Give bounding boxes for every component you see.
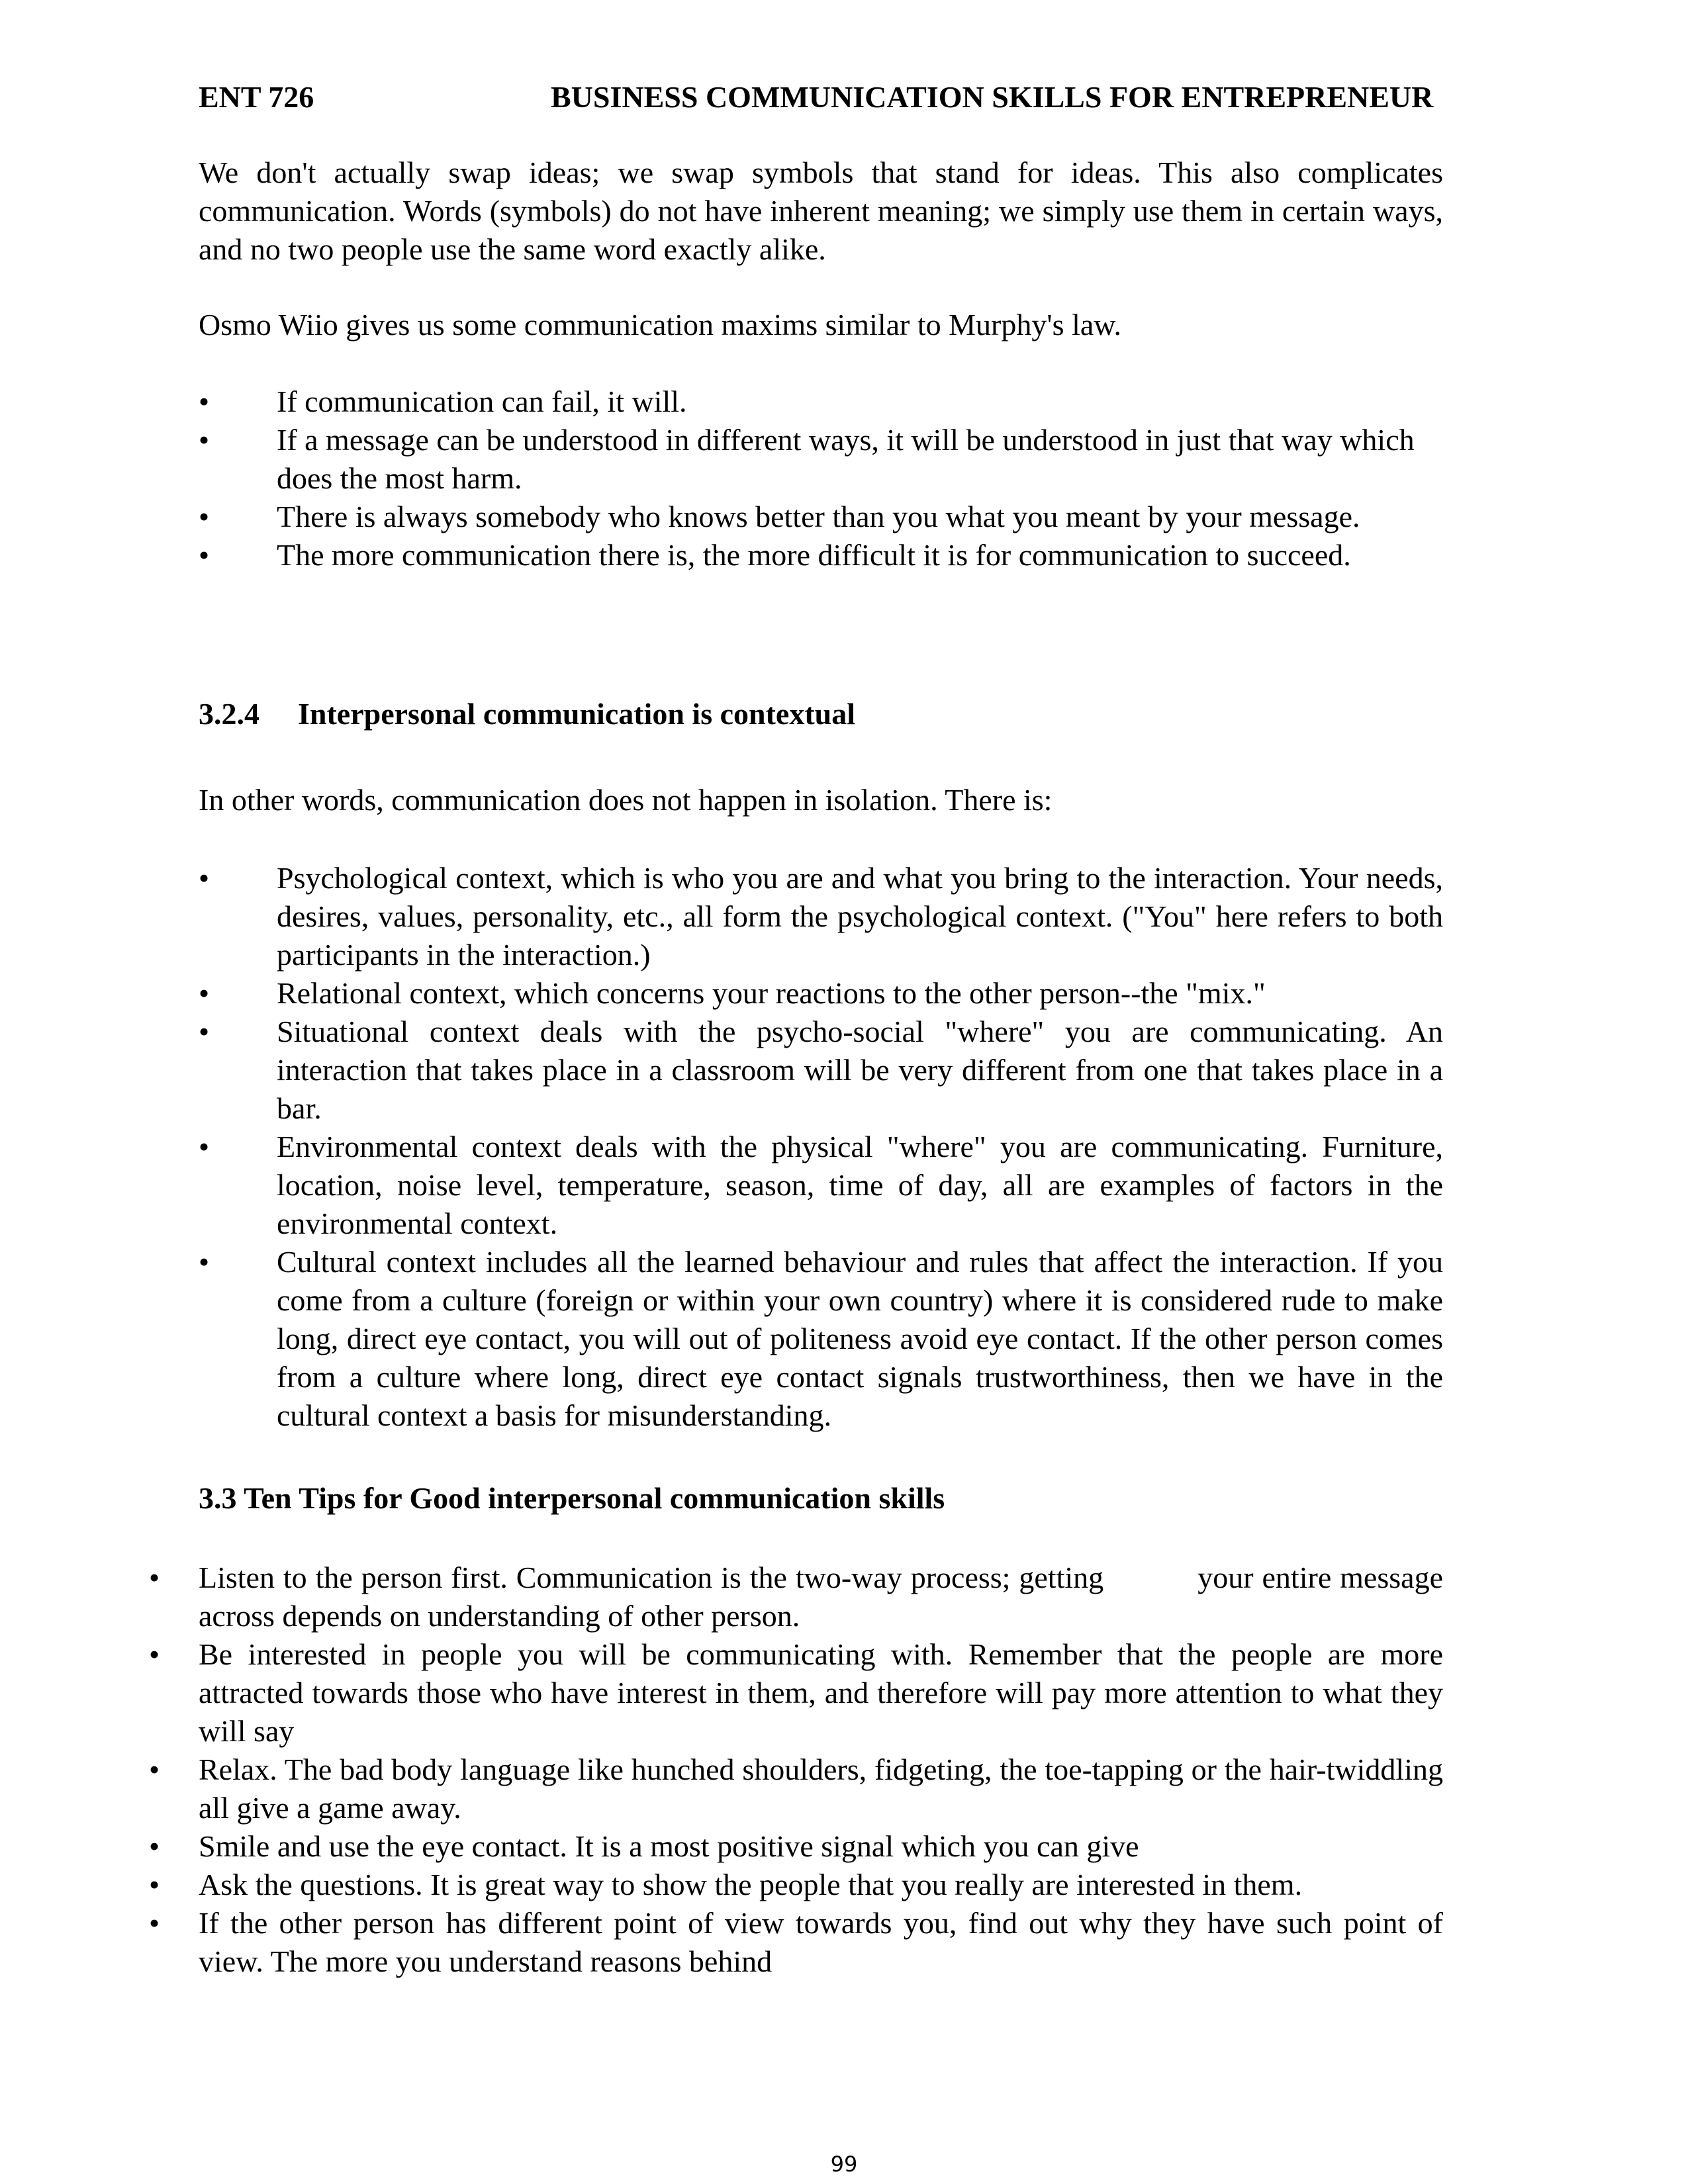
bullet-icon: •: [149, 1906, 160, 1940]
list-item: • Smile and use the eye contact. It is a most positive signal which you can give: [149, 1827, 1443, 1866]
course-code: ENT 726: [199, 80, 314, 114]
bullet-icon: •: [149, 1637, 160, 1671]
section-title: Interpersonal communication is contextual: [298, 697, 856, 731]
contexts-list: [199, 859, 1443, 1435]
section-heading-3-3: [199, 1479, 945, 1518]
bullet-icon: •: [149, 1868, 160, 1901]
bullet-icon: •: [149, 1752, 160, 1786]
bullet-icon: •: [149, 1561, 160, 1594]
bullet-icon: •: [199, 423, 210, 457]
list-item: • Ask the questions. It is great way to show the people that you really are interested in them.: [149, 1866, 1443, 1904]
tips-list: [149, 1559, 1451, 1981]
paragraph-isolation: In other words, communication does not happen in isolation. There is:: [199, 783, 1053, 817]
section-title: 3.3 Ten Tips for Good interpersonal communication skills: [199, 1481, 945, 1515]
list-item: • Be interested in people you will be communicating with. Remember that the people are more attracted towards those who have interest in them, and therefore will pay more attention to what they will say: [149, 1635, 1443, 1751]
bullet-icon: •: [199, 1245, 210, 1279]
list-item: • Cultural context includes all the learned behaviour and rules that affect the interaction. If you come from a culture (foreign or within your own country) where it is considered rude to make long, direct eye contact, you will out of politeness avoid eye contact. If the other person comes from a culture where long, direct eye contact signals trustworthiness, then we have in the cultural context a basis for misunderstanding.: [199, 1243, 1443, 1435]
list-item: • Relational context, which concerns your reactions to the other person--the "mix.": [199, 974, 1443, 1013]
list-item: • There is always somebody who knows better than you what you meant by your message.: [199, 498, 1443, 536]
paragraph-symbols: We don't actually swap ideas; we swap symbols that stand for ideas. This also complicates communication. Words (symbols) do not have inherent meaning; we simply use them in certain ways, and no two people use the same word exactly alike.: [199, 156, 1443, 266]
section-number: 3.2.4: [199, 697, 259, 731]
bullet-icon: •: [199, 976, 210, 1010]
maxims-list: [199, 383, 1443, 574]
bullet-icon: •: [199, 385, 210, 418]
bullet-icon: •: [199, 1015, 210, 1048]
bullet-icon: •: [199, 1130, 210, 1163]
list-item: • If the other person has different point of view towards you, find out why they have such point of view. The more you understand reasons behind: [149, 1904, 1443, 1981]
bullet-icon: •: [199, 538, 210, 572]
list-item: • If communication can fail, it will.: [199, 383, 1443, 421]
list-item: • The more communication there is, the more difficult it is for communication to succeed.: [199, 536, 1443, 574]
running-header: [199, 78, 1473, 118]
bullet-icon: •: [199, 861, 210, 895]
list-item: • Relax. The bad body language like hunched shoulders, fidgeting, the toe-tapping or the hair-twiddling all give a game away.: [149, 1751, 1443, 1827]
bullet-icon: •: [199, 500, 210, 533]
list-item: • Situational context deals with the psycho-social "where" you are communicating. An interaction that takes place in a classroom will be very different from one that takes place in a bar.: [199, 1013, 1443, 1128]
course-title: BUSINESS COMMUNICATION SKILLS FOR ENTREPRENEUR: [551, 80, 1434, 114]
page-number: 99: [830, 2152, 858, 2177]
bullet-icon: •: [149, 1829, 160, 1863]
list-item: • Psychological context, which is who you are and what you bring to the interaction. Your needs, desires, values, personality, etc., all form the psychological context. ("You" here refers to both participants in the interaction.): [199, 859, 1443, 974]
list-item: • Listen to the person first. Communication is the two-way process; getting your entire message across depends on understanding of other person.: [149, 1559, 1443, 1635]
list-item: • If a message can be understood in different ways, it will be understood in just that way which does the most harm.: [199, 421, 1443, 498]
paragraph-wiio: Osmo Wiio gives us some communication maxims similar to Murphy's law.: [199, 308, 1121, 341]
list-item: • Environmental context deals with the physical "where" you are communicating. Furniture, location, noise level, temperature, season, time of day, all are examples of factors in the environmental context.: [199, 1128, 1443, 1243]
section-heading-3-2-4: [199, 695, 855, 733]
